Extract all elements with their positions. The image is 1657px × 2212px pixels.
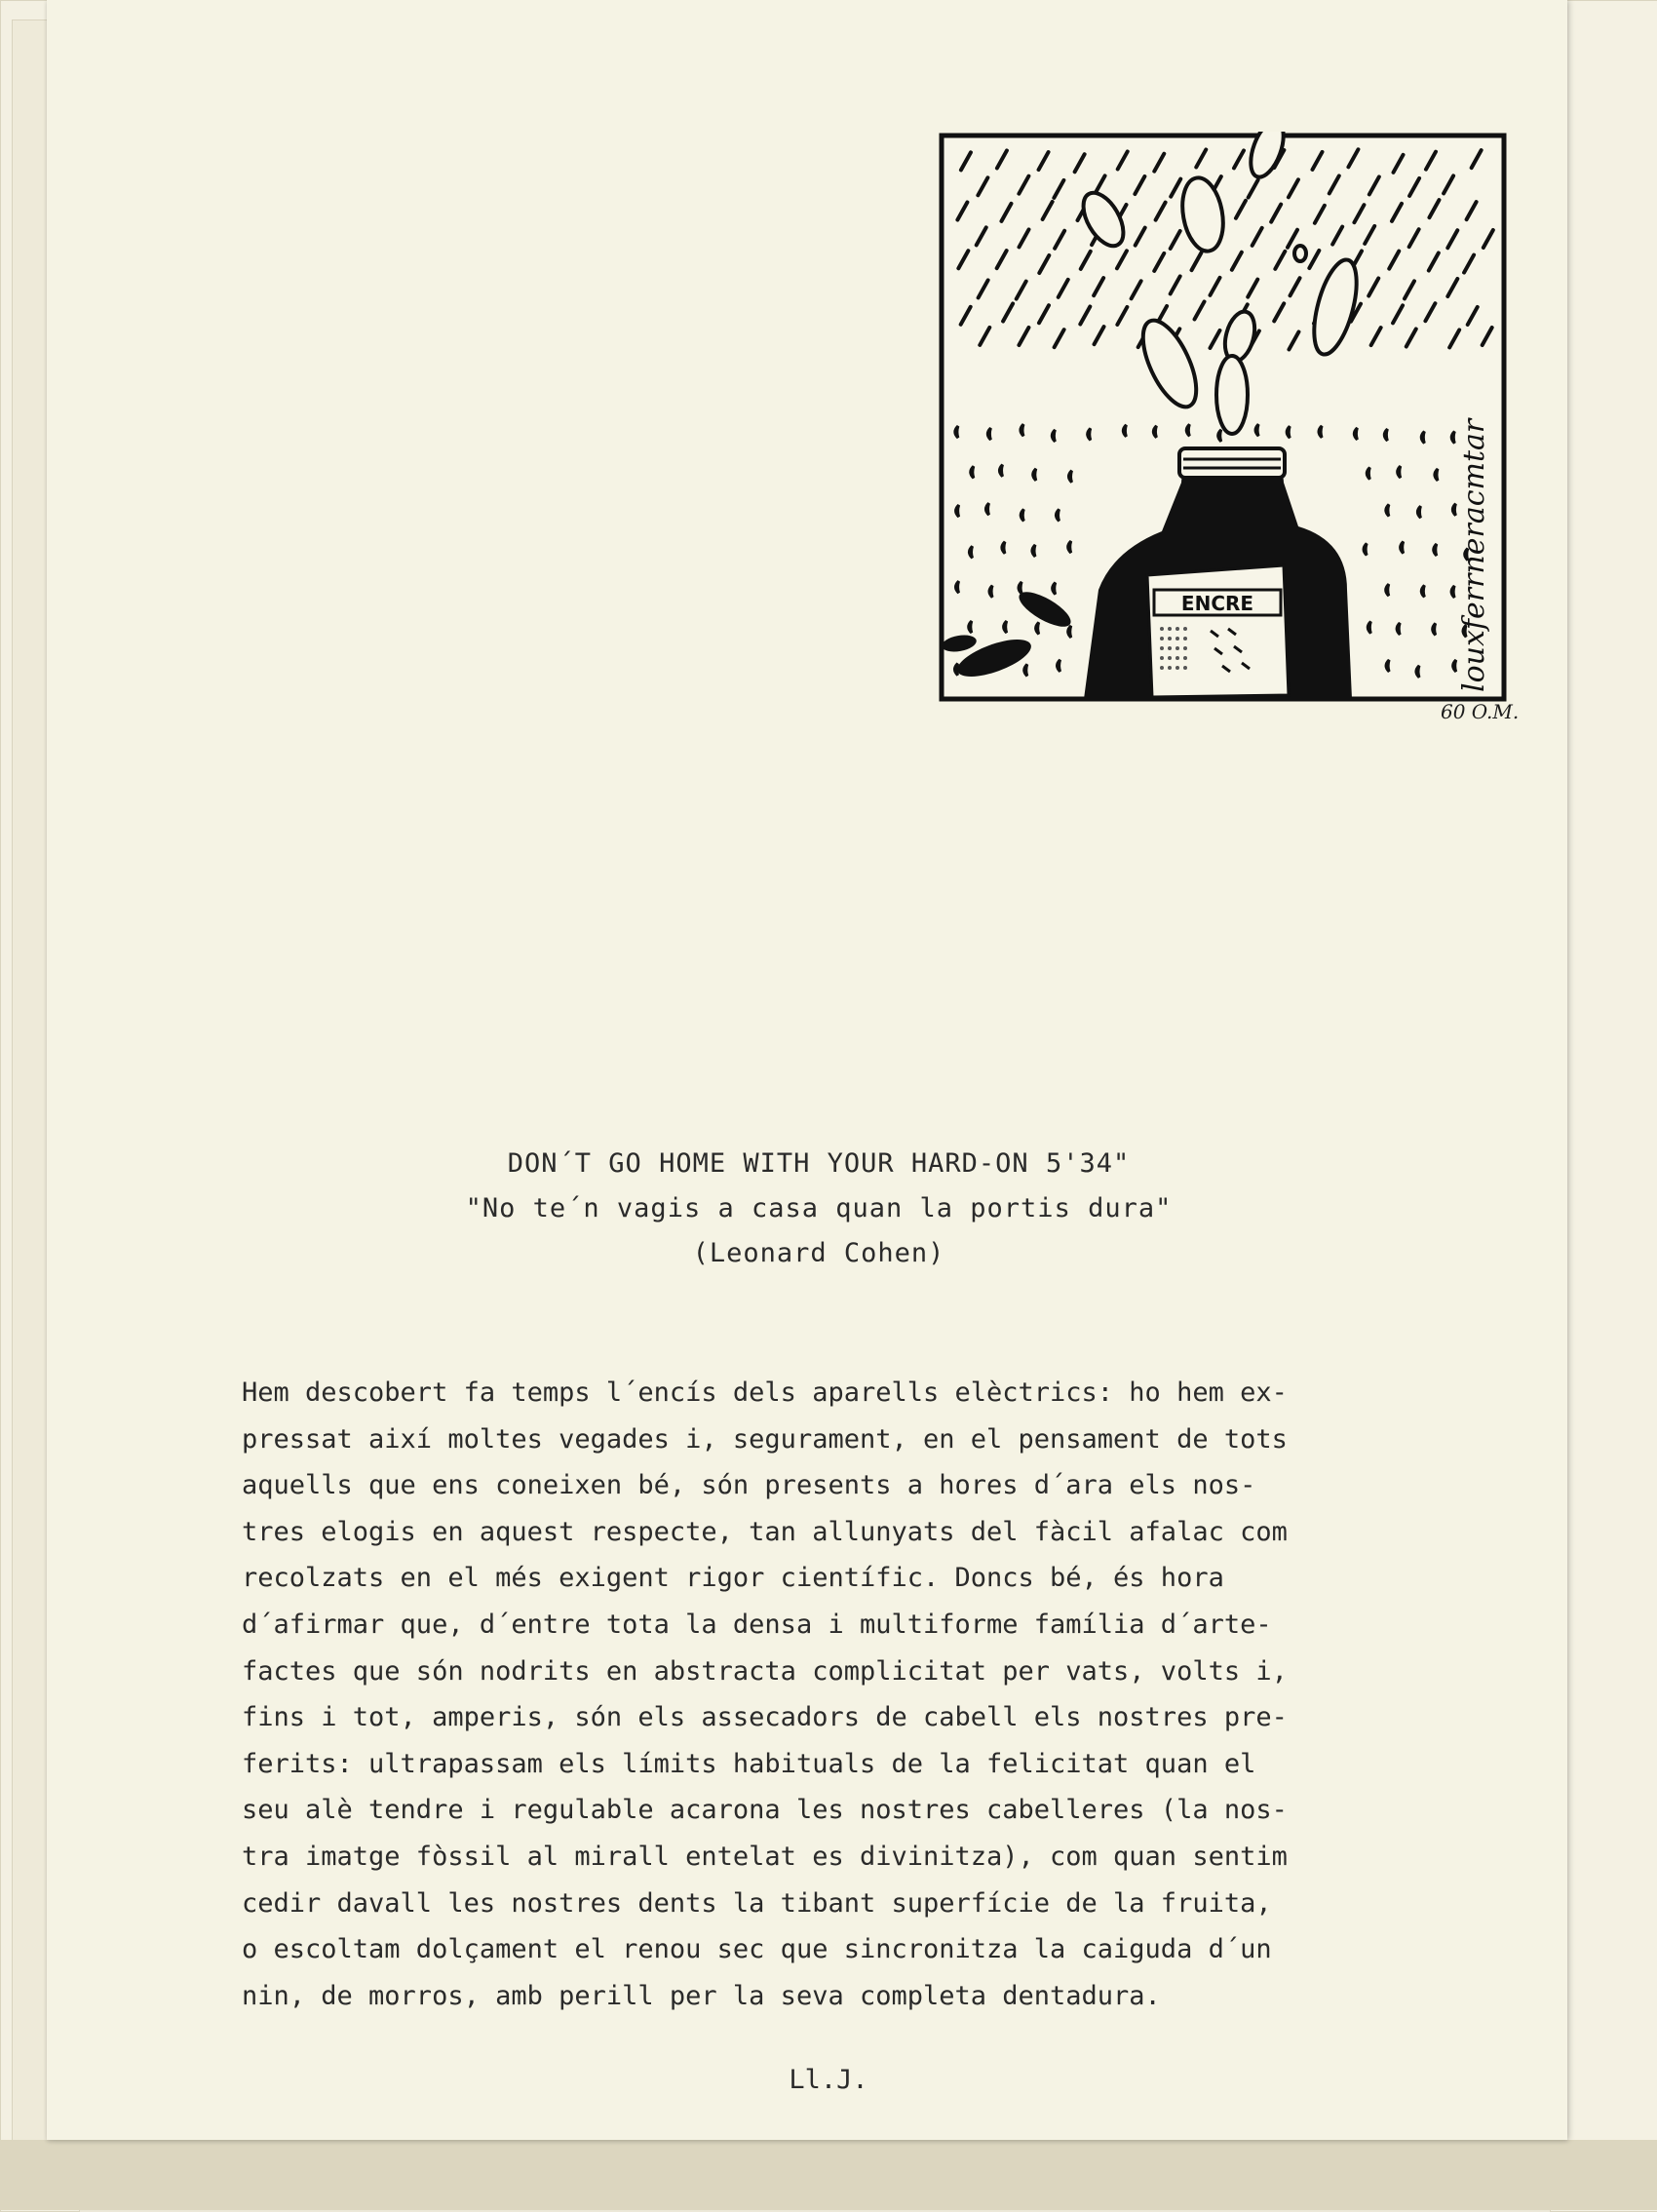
drop-mark xyxy=(989,586,992,598)
drop-mark xyxy=(1053,583,1056,595)
drop-mark xyxy=(1032,545,1035,557)
drop-mark xyxy=(1435,469,1438,481)
body-line: nin, de morros, amb perill per la seva completa dentadura. xyxy=(242,1980,1161,2011)
drop-mark xyxy=(956,505,959,517)
song-author: (Leonard Cohen) xyxy=(692,1238,945,1268)
drop-mark xyxy=(1019,582,1021,594)
drop-mark xyxy=(1401,542,1404,554)
body-line: Hem descobert fa temps l´encís dels aparells elèctrics: ho hem ex- xyxy=(242,1378,1288,1408)
drop-mark xyxy=(1002,542,1005,554)
drop-mark xyxy=(1386,584,1389,596)
drop-mark xyxy=(1068,541,1071,553)
drop-mark xyxy=(1354,428,1357,440)
body-line: cedir davall les nostres dents la tibant superfície de la fruita, xyxy=(242,1887,1272,1919)
drop-mark xyxy=(1433,623,1436,635)
drop-mark xyxy=(1384,429,1387,441)
drop-mark xyxy=(1021,424,1023,436)
drop-mark xyxy=(1052,430,1055,442)
drop-mark xyxy=(1434,544,1437,556)
drop-mark xyxy=(1416,666,1419,678)
body-line: factes que són nodrits en abstracta complicitat per vats, volts i, xyxy=(242,1655,1288,1687)
author-initials: Ll.J. xyxy=(789,2065,868,2095)
drop-mark xyxy=(956,581,959,593)
drop-mark xyxy=(1319,426,1322,438)
body-line: ferits: ultrapassam els límits habituals de la felicitat quan el xyxy=(242,1748,1256,1779)
body-line: pressat així moltes vegades i, segurament, en el pensament de tots xyxy=(242,1423,1288,1455)
drop-mark xyxy=(971,466,974,478)
drop-mark xyxy=(1451,586,1454,598)
body-line: tra imatge fòssil al mirall entelat es divinitza), com quan sentim xyxy=(242,1841,1288,1872)
drop-mark xyxy=(1451,432,1454,444)
drop-mark xyxy=(1453,660,1456,672)
drop-mark xyxy=(1368,622,1370,634)
drop-mark xyxy=(1057,509,1060,521)
drop-mark xyxy=(987,428,990,440)
drop-mark xyxy=(1397,623,1400,635)
body-line: d´afirmar que, d´entre tota la densa i multiforme família d´arte- xyxy=(242,1609,1272,1640)
drop-mark xyxy=(1069,471,1072,483)
drop-mark xyxy=(1421,432,1424,444)
drop-mark xyxy=(1036,622,1039,634)
drop-mark xyxy=(1033,469,1036,481)
song-translation: "No te´n vagis a casa quan la portis dura" xyxy=(465,1193,1173,1223)
body-line: seu alè tendre i regulable acarona les nostres cabelleres (la nos- xyxy=(242,1795,1288,1826)
drop-mark xyxy=(969,621,972,633)
falling-pill xyxy=(1216,356,1248,434)
drop-mark xyxy=(1287,426,1290,438)
body-line: tres elogis en aquest respecte, tan allunyats del fàcil afalac com xyxy=(242,1516,1288,1547)
drop-mark xyxy=(1417,506,1420,518)
drop-mark xyxy=(1367,468,1369,480)
illustration-caption: 60 O.M. xyxy=(1441,700,1520,723)
drop-mark xyxy=(1088,428,1091,440)
ink-bottle-illustration xyxy=(938,132,1508,707)
desk-surface xyxy=(0,2140,1657,2210)
body-line: aquells que ens coneixen bé, són presents a hores d´ara els nos- xyxy=(242,1470,1256,1501)
drop-mark xyxy=(955,426,958,438)
drop-mark xyxy=(1386,660,1389,672)
drop-mark xyxy=(1021,509,1023,521)
falling-pill xyxy=(1294,246,1306,261)
drop-mark xyxy=(986,503,989,515)
drop-mark xyxy=(1123,425,1126,437)
body-line: recolzats en el més exigent rigor científic. Doncs bé, és hora xyxy=(242,1563,1224,1594)
label-text: ENCRE xyxy=(1180,592,1254,615)
drop-mark xyxy=(1452,504,1455,516)
drop-mark xyxy=(970,546,973,558)
body-line: o escoltam dolçament el renou sec que sincronitza la caiguda d´un xyxy=(242,1934,1272,1965)
drop-mark xyxy=(1068,626,1071,638)
drop-mark xyxy=(1024,664,1027,676)
drop-mark xyxy=(1058,660,1060,672)
drop-mark xyxy=(1398,466,1401,478)
body-paragraph xyxy=(242,1370,1470,2019)
drop-mark xyxy=(1218,430,1221,442)
drop-mark xyxy=(1364,543,1367,555)
drop-mark xyxy=(1255,424,1258,436)
drop-mark xyxy=(1386,504,1389,516)
drop-mark xyxy=(1421,585,1424,597)
body-line: fins i tot, amperis, són els assecadors de cabell els nostres pre- xyxy=(242,1702,1288,1733)
illustrator-signature: louxferrneracmtar xyxy=(1457,418,1491,692)
drop-mark xyxy=(1186,424,1189,436)
drop-mark xyxy=(1153,426,1156,438)
song-title: DON´T GO HOME WITH YOUR HARD-ON 5'34" xyxy=(507,1148,1131,1179)
drop-mark xyxy=(1004,621,1007,633)
drop-mark xyxy=(1000,465,1003,477)
